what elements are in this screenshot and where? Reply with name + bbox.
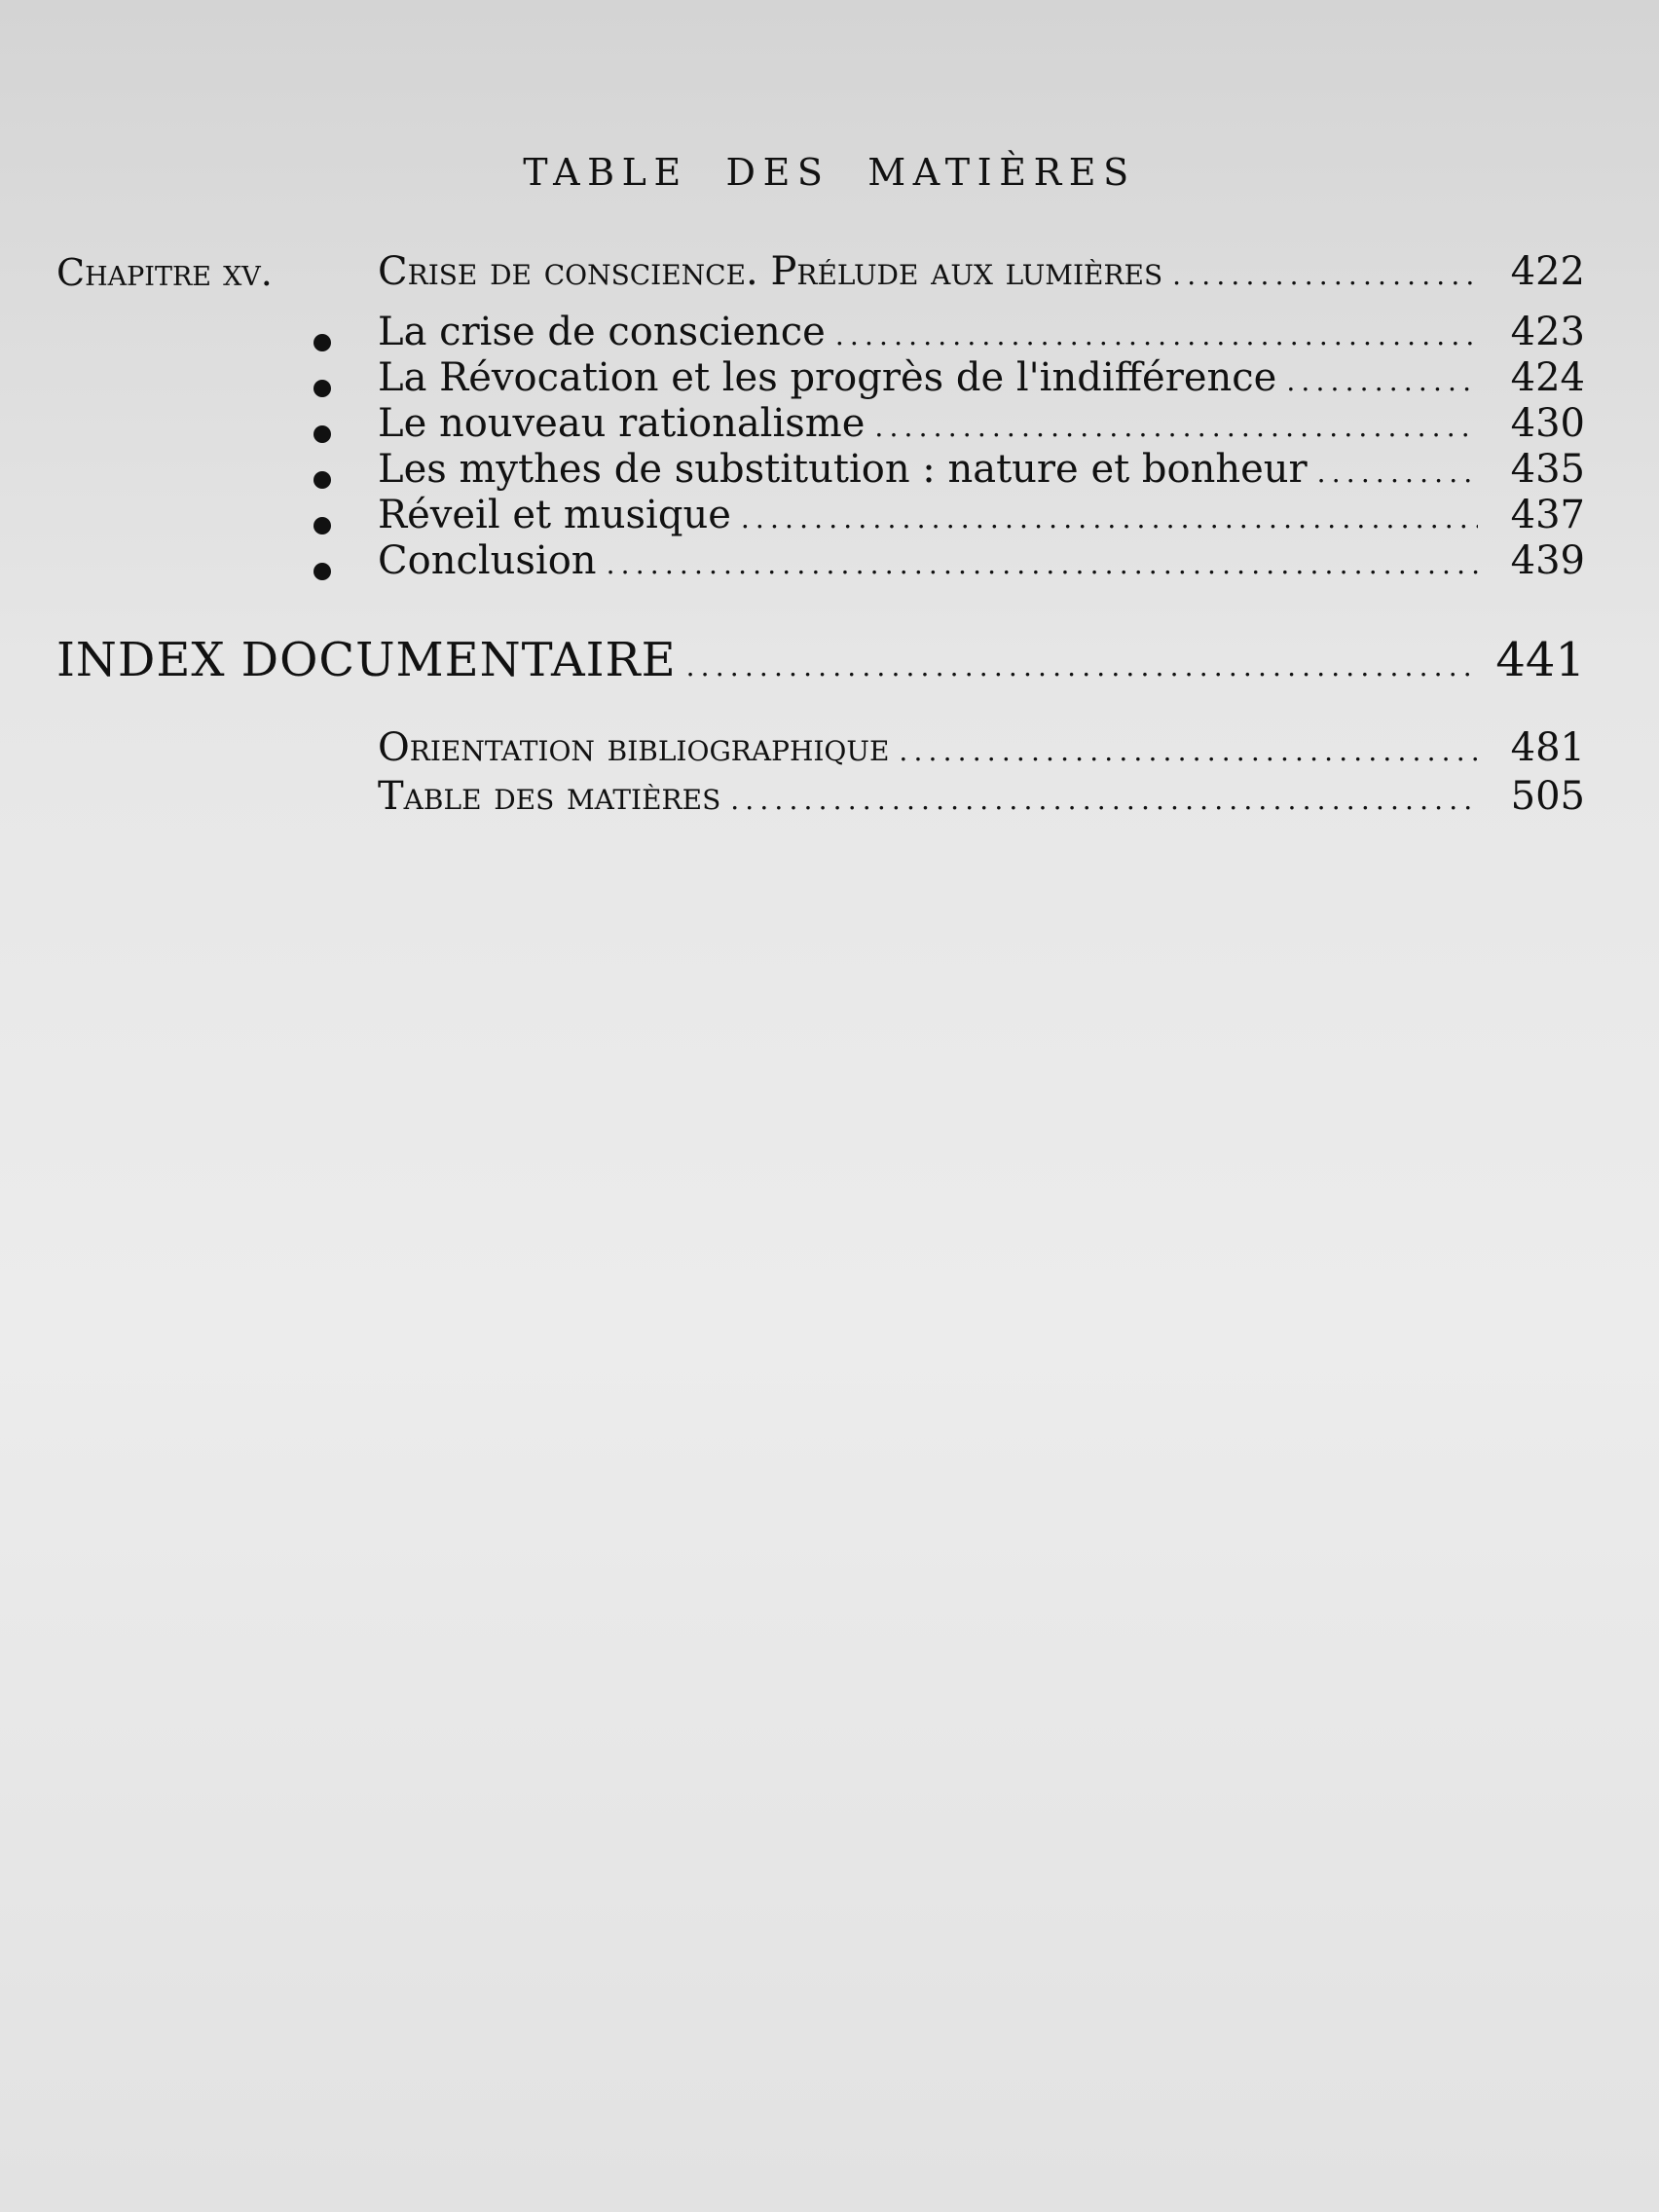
dot-leader [1317, 457, 1478, 489]
bullet-icon [313, 334, 331, 351]
toc-entry [378, 447, 1585, 496]
entry-title: Réveil et musique [378, 493, 731, 537]
toc-entry [378, 355, 1585, 404]
entry-title: La Révocation et les progrès de l'indifférence [378, 355, 1277, 400]
toc-appendix-row [378, 774, 1585, 823]
page-title: TABLE DES MATIÈRES [523, 151, 1136, 194]
page-number: 439 [1510, 538, 1585, 583]
index-title: INDEX DOCUMENTAIRE [56, 633, 677, 687]
entry-title: Conclusion [378, 538, 597, 583]
dot-leader [1172, 259, 1478, 291]
entry-title: Table des matières [378, 774, 721, 819]
dot-leader [1286, 365, 1478, 397]
page-number: 441 [1495, 633, 1585, 687]
toc-appendix-row [378, 725, 1585, 774]
dot-leader [730, 784, 1478, 816]
page-number: 424 [1510, 355, 1585, 400]
entry-title: La crise de conscience [378, 310, 826, 354]
toc-index-row [56, 633, 1585, 687]
page-number: 422 [1510, 249, 1585, 294]
toc-entry [378, 401, 1585, 450]
page-number: 423 [1510, 310, 1585, 354]
entry-title: Orientation bibliographique [378, 725, 890, 770]
entry-title: Le nouveau rationalisme [378, 401, 866, 446]
chapter-title: Crise de conscience. Prélude aux lumières [378, 249, 1163, 294]
dot-leader [835, 319, 1478, 351]
bullet-icon [313, 471, 331, 489]
toc-entry [378, 538, 1585, 587]
toc-entry [378, 310, 1585, 358]
chapter-label: Chapitre xv. [56, 251, 273, 294]
dot-leader [899, 735, 1478, 767]
dot-leader [686, 650, 1478, 682]
bullet-icon [313, 380, 331, 397]
page-number: 505 [1510, 774, 1585, 819]
toc-chapter-row [378, 249, 1585, 298]
dot-leader [741, 502, 1478, 535]
entry-title: Les mythes de substitution : nature et bonheur [378, 447, 1308, 492]
dot-leader [607, 548, 1478, 580]
page-number: 437 [1510, 493, 1585, 537]
toc-entry [378, 493, 1585, 541]
bullet-icon [313, 517, 331, 535]
bullet-icon [313, 425, 331, 443]
page-number: 435 [1510, 447, 1585, 492]
page-number: 430 [1510, 401, 1585, 446]
page-number: 481 [1510, 725, 1585, 770]
dot-leader [874, 411, 1478, 443]
bullet-icon [313, 563, 331, 580]
